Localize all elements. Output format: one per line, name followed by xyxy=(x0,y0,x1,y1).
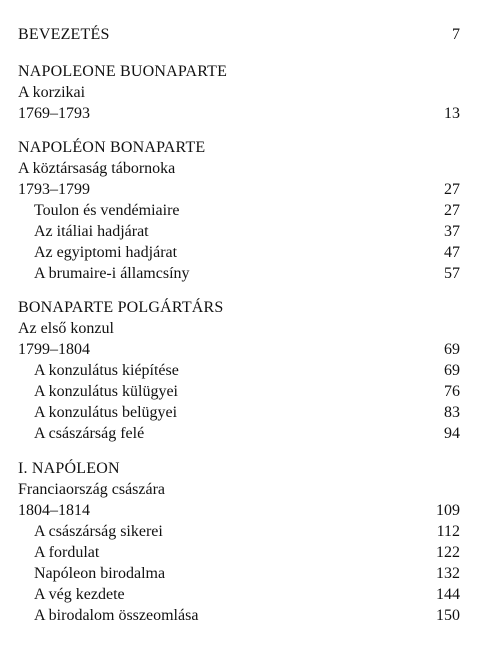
toc-entry-part3-ch4 xyxy=(34,423,460,445)
toc-entry-title: 1793–1799 xyxy=(18,181,90,198)
toc-entry-title: 1804–1814 xyxy=(18,502,90,519)
toc-page-number: 83 xyxy=(444,404,460,421)
toc-page-number: 144 xyxy=(436,586,460,603)
toc-entry-title: A konzulátus kiépítése xyxy=(34,362,179,379)
toc-entry-part2-title xyxy=(18,137,460,159)
toc-entry-title: Az első konzul xyxy=(18,320,114,337)
toc-entry-title: Az itáliai hadjárat xyxy=(34,223,149,240)
toc-entry-part2-subtitle xyxy=(18,158,460,180)
toc-entry-title: Napóleon birodalma xyxy=(34,565,166,582)
toc-entry-title: BONAPARTE POLGÁRTÁRS xyxy=(18,299,224,316)
toc-entry-part4-subtitle xyxy=(18,479,460,501)
toc-entry-part4-years xyxy=(18,500,460,522)
toc-entry-part4-ch1 xyxy=(34,521,460,543)
toc-page-number: 112 xyxy=(436,523,460,540)
toc-entry-part4-ch2 xyxy=(34,542,460,564)
toc-entry-part1-title xyxy=(18,61,460,83)
toc-entry-part2-ch2 xyxy=(34,221,460,243)
toc-page-number: 37 xyxy=(444,223,460,240)
toc-page-number: 109 xyxy=(436,502,460,519)
toc-entry-title: BEVEZETÉS xyxy=(18,26,110,43)
toc-entry-part3-ch3 xyxy=(34,402,460,424)
toc-page-number: 132 xyxy=(436,565,460,582)
toc-entry-bevezetes xyxy=(18,24,460,46)
toc-entry-part4-ch5 xyxy=(34,605,460,627)
toc-page-number: 69 xyxy=(444,341,460,358)
toc-entry-title: Toulon és vendémiaire xyxy=(34,202,180,219)
toc-entry-part2-ch4 xyxy=(34,263,460,285)
toc-entry-title: A fordulat xyxy=(34,544,100,561)
toc-page-number: 27 xyxy=(444,202,460,219)
toc-entry-title: A brumaire-i államcsíny xyxy=(34,265,190,282)
toc-page-number: 47 xyxy=(444,244,460,261)
toc-entry-part4-ch4 xyxy=(34,584,460,606)
toc-entry-part1-subtitle xyxy=(18,82,460,104)
toc-entry-part4-title xyxy=(18,458,460,480)
toc-entry-part3-years xyxy=(18,339,460,361)
toc-entry-title: A korzikai xyxy=(18,84,86,101)
toc-entry-part4-ch3 xyxy=(34,563,460,585)
toc-entry-part3-subtitle xyxy=(18,318,460,340)
toc-page-number: 122 xyxy=(436,544,460,561)
toc-entry-title: 1799–1804 xyxy=(18,341,90,358)
toc-page-number: 76 xyxy=(444,383,460,400)
toc-entry-title: Franciaország császára xyxy=(18,481,166,498)
toc-entry-title: A köztársaság tábornoka xyxy=(18,160,176,177)
toc-entry-title: A konzulátus belügyei xyxy=(34,404,178,421)
toc-entry-part2-years xyxy=(18,179,460,201)
toc-page-number: 69 xyxy=(444,362,460,379)
toc-entry-title: A császárság sikerei xyxy=(34,523,163,540)
toc-entry-title: A császárság felé xyxy=(34,425,145,442)
toc-entry-title: 1769–1793 xyxy=(18,105,90,122)
toc-entry-part3-title xyxy=(18,297,460,319)
toc-page-number: 94 xyxy=(444,425,460,442)
toc-page-number: 27 xyxy=(444,181,460,198)
toc-entry-title: NAPOLÉON BONAPARTE xyxy=(18,139,206,156)
toc-entry-title: I. NAPÓLEON xyxy=(18,460,120,477)
toc-entry-part1-years xyxy=(18,103,460,125)
toc-entry-title: A konzulátus külügyei xyxy=(34,383,178,400)
toc-entry-title: Az egyiptomi hadjárat xyxy=(34,244,178,261)
toc-entry-title: NAPOLEONE BUONAPARTE xyxy=(18,63,228,80)
toc-page-number: 13 xyxy=(444,105,460,122)
toc-entry-part2-ch1 xyxy=(34,200,460,222)
toc-entry-title: A birodalom összeomlása xyxy=(34,607,199,624)
toc-entry-part3-ch1 xyxy=(34,360,460,382)
toc-entry-part3-ch2 xyxy=(34,381,460,403)
toc-page-number: 150 xyxy=(436,607,460,624)
toc-entry-title: A vég kezdete xyxy=(34,586,125,603)
toc-page-number: 57 xyxy=(444,265,460,282)
toc-entry-part2-ch3 xyxy=(34,242,460,264)
toc-page-number: 7 xyxy=(452,26,460,43)
